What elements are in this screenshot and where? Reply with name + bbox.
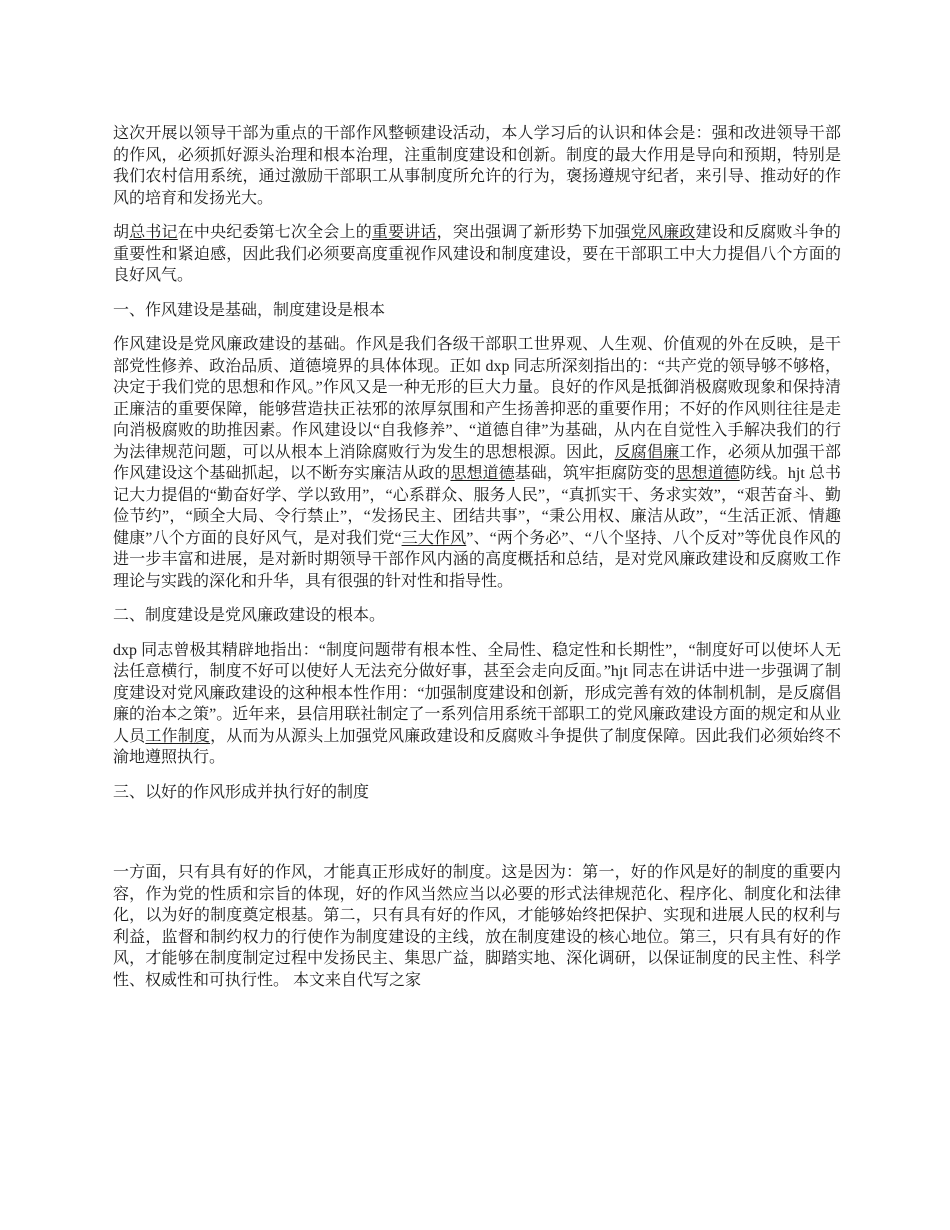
paragraph-intro: 这次开展以领导干部为重点的干部作风整顿建设活动，本人学习后的认识和体会是：强和改进领导干部的作风，必须抓好源头治理和根本治理，注重制度建设和创新。制度的最大作用是导向和预期，特别是我们农村信用系统，通过激励干部职工从事制度所允许的行为，褒扬遵规守纪者，来引导、推动好的作风的培育和发扬光大。 — [113, 125, 841, 207]
text-segment: ”、“两个务必”、“八个坚持、八个反对”等优良作风的进一步丰富和进展，是对新时期领导干部作风内涵的高度概括和总结，是对党风廉政建设和反腐败工作理论与实践的深化和升华，具有很强的针对性和指导性。 — [113, 529, 841, 590]
link-important-speech[interactable]: 重要讲话 — [371, 224, 437, 241]
link-anti-corruption[interactable]: 反腐倡廉 — [614, 443, 680, 461]
paragraph-speech — [113, 222, 841, 287]
link-party-integrity[interactable]: 党风廉政 — [630, 224, 696, 241]
text-segment: ，从而为从源头上加强党风廉政建设和反腐败斗争提供了制度保障。因此我们必须始终不渝地遵照执行。 — [113, 727, 841, 766]
text-segment: 防线。hjt 总书记大力提倡的“勤奋好学、学以致用”，“心系群众、服务人民”，“真抓实干、务求实效”，“艰苦奋斗、勤俭节约”，“顾全大局、令行禁止”，“发扬民主、团结共事”，“秉公用权、廉洁从政”，“生活正派、情趣健康”八个方面的良好风气，是对我们党“ — [113, 465, 841, 547]
text-segment: 基础，筑牢拒腐防变的 — [514, 465, 676, 482]
paragraph-good-style: 一方面，只有具有好的作风，才能真正形成好的制度。这是因为：第一，好的作风是好的制度的重要内容，作为党的性质和宗旨的体现，好的作风当然应当以必要的形式法律规范化、程序化、制度化和法律化，以为好的制度奠定根基。第二，只有具有好的作风，才能够始终把保护、实现和进展人民的权利与利益，监督和制约权力的行使作为制度建设的主线，放在制度建设的核心地位。第三，只有具有好的作风，才能够在制度制定过程中发扬民主、集思广益，脚踏实地、深化调研，以保证制度的民主性、科学性、权威性和可执行性。 本文来自代写之家 — [113, 864, 841, 989]
blank-spacer — [113, 816, 841, 862]
text-segment: ，突出强调了新形势下加强 — [436, 224, 631, 241]
paragraph-work-style — [113, 334, 841, 592]
section-heading-2: 二、制度建设是党风廉政建设的根本。 — [113, 607, 386, 624]
text-segment: 在中央纪委第七次全会上的 — [177, 224, 372, 241]
link-ideology-morality-2[interactable]: 思想道德 — [675, 465, 740, 482]
text-segment: dxp 同志曾极其精辟地指出：“制度问题带有根本性、全局性、稳定性和长期性”，“制度好可以使坏人无法任意横行，制度不好可以使好人无法充分做好事，甚至会走向反面。”hjt 同志在讲话中进一步强调了制度建设对党风廉政建设的这种根本性作用：“加强制度建设和创新，形成完善有效的体制机制，是反腐倡廉的治本之策”。近年来，县信用联社制定了一系列信用系统干部职工的党风廉政建设方面的规定和从业人员 — [113, 641, 841, 745]
document-page — [113, 123, 841, 1004]
link-ideology-morality[interactable]: 思想道德 — [450, 465, 515, 482]
section-heading-1: 一、作风建设是基础，制度建设是根本 — [113, 301, 386, 319]
text-segment: 作风建设是党风廉政建设的基础。作风是我们各级干部职工世界观、人生观、价值观的外在反映，是干部党性修养、政治品质、道德境界的具体体现。正如 dxp 同志所深刻指出的：“共产党的领导够不够格，决定于我们党的思想和作风。”作风又是一种无形的巨大力量。良好的作风是抵御消极腐败现象和保持清正廉洁的重要保障，能够营造扶正祛邪的浓厚氛围和产生扬善抑恶的重要作用；不好的作风则往往是走向消极腐败的助推因素。作风建设以“自我修养”、“道德自律”为基础，从内在自觉性入手解决我们的行为法律规范问题，可以从根本上消除腐败行为发生的思想根源。因此， — [113, 336, 841, 461]
paragraph-system-building — [113, 640, 841, 769]
section-heading-3: 三、以好的作风形成并执行好的制度 — [113, 783, 370, 801]
text-segment: 建设和反腐败斗争的重要性和紧迫感，因此我们必须要高度重视作风建设和制度建设，要在干部职工中大力提倡八个方面的良好风气。 — [113, 224, 841, 284]
text-segment: 胡 — [113, 224, 130, 241]
link-work-system[interactable]: 工作制度 — [145, 727, 211, 745]
link-general-secretary[interactable]: 总书记 — [129, 224, 178, 241]
text-segment: 工作，必须从加强干部作风建设这个基础抓起，以不断夯实廉洁从政的 — [113, 443, 841, 482]
link-three-styles[interactable]: 三大作风 — [401, 529, 467, 547]
